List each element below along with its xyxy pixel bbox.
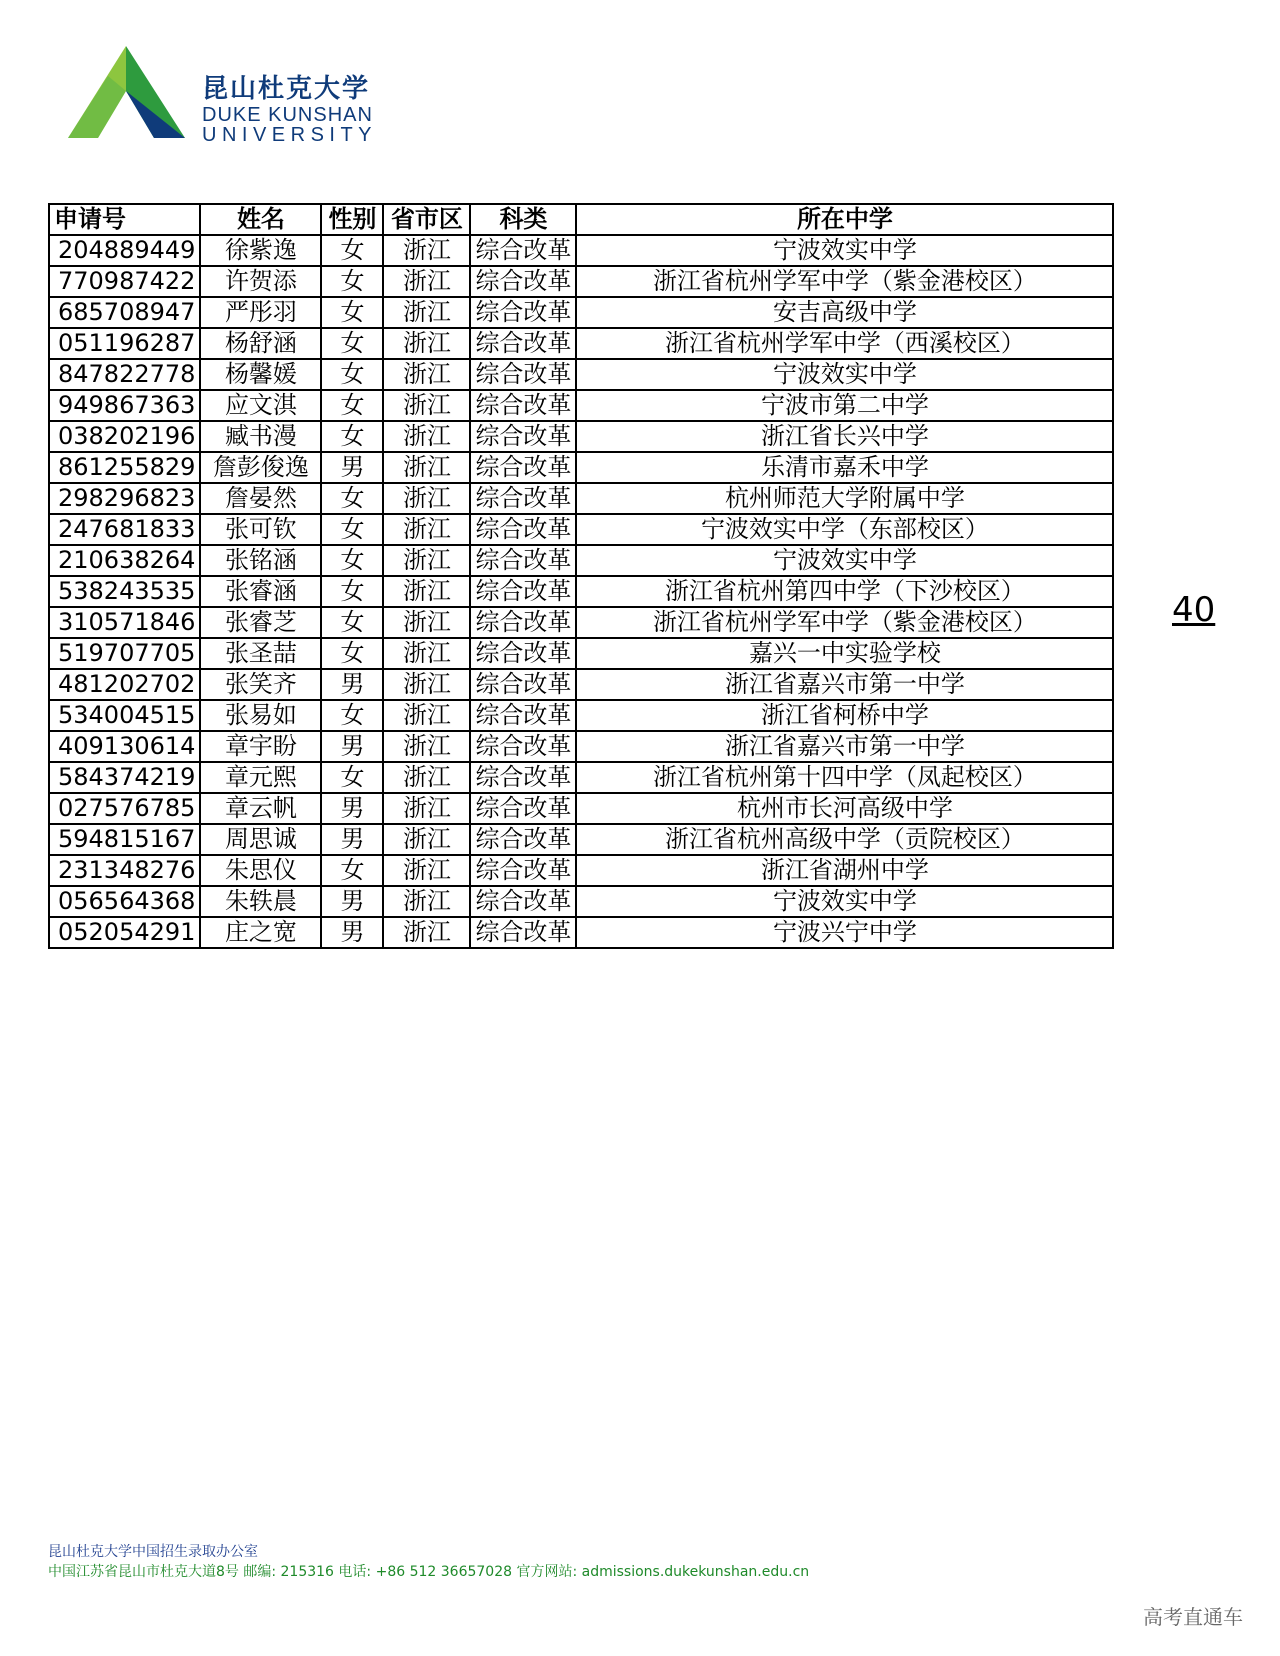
cell-application-id: 027576785 — [49, 793, 200, 824]
cell-name: 徐紫逸 — [200, 235, 321, 266]
cell-name: 张可钦 — [200, 514, 321, 545]
cell-category: 综合改革 — [470, 421, 576, 452]
cell-application-id: 231348276 — [49, 855, 200, 886]
cell-name: 朱思仪 — [200, 855, 321, 886]
cell-category: 综合改革 — [470, 886, 576, 917]
cell-application-id: 038202196 — [49, 421, 200, 452]
cell-name: 杨馨媛 — [200, 359, 321, 390]
cell-application-id: 861255829 — [49, 452, 200, 483]
cell-name: 严彤羽 — [200, 297, 321, 328]
cell-province: 浙江 — [383, 514, 470, 545]
cell-high-school: 宁波兴宁中学 — [576, 917, 1113, 948]
table-row — [49, 545, 1113, 576]
cell-name: 张笑齐 — [200, 669, 321, 700]
cell-name: 臧书漫 — [200, 421, 321, 452]
cell-high-school: 宁波效实中学 — [576, 545, 1113, 576]
logo-english-line-2: UNIVERSITY — [202, 124, 378, 146]
cell-province: 浙江 — [383, 421, 470, 452]
cell-gender: 女 — [321, 483, 383, 514]
cell-gender: 女 — [321, 297, 383, 328]
cell-application-id: 481202702 — [49, 669, 200, 700]
table-row — [49, 483, 1113, 514]
cell-high-school: 浙江省嘉兴市第一中学 — [576, 731, 1113, 762]
cell-gender: 女 — [321, 576, 383, 607]
cell-high-school: 浙江省杭州第四中学（下沙校区） — [576, 576, 1113, 607]
cell-gender: 女 — [321, 638, 383, 669]
cell-application-id: 247681833 — [49, 514, 200, 545]
cell-name: 章元熙 — [200, 762, 321, 793]
cell-gender: 女 — [321, 762, 383, 793]
cell-application-id: 409130614 — [49, 731, 200, 762]
cell-name: 杨舒涵 — [200, 328, 321, 359]
table-row — [49, 266, 1113, 297]
table-row — [49, 576, 1113, 607]
table-row — [49, 638, 1113, 669]
table-row — [49, 235, 1113, 266]
corner-watermark-text: 高考直通车 — [1143, 1605, 1243, 1629]
table-row — [49, 700, 1113, 731]
cell-name: 周思诚 — [200, 824, 321, 855]
cell-application-id: 210638264 — [49, 545, 200, 576]
cell-category: 综合改革 — [470, 452, 576, 483]
cell-gender: 女 — [321, 328, 383, 359]
cell-province: 浙江 — [383, 669, 470, 700]
cell-category: 综合改革 — [470, 731, 576, 762]
cell-application-id: 685708947 — [49, 297, 200, 328]
cell-name: 许贺添 — [200, 266, 321, 297]
table-row — [49, 762, 1113, 793]
column-header-category: 科类 — [470, 204, 576, 235]
page-number: 40 — [1172, 590, 1216, 630]
cell-category: 综合改革 — [470, 545, 576, 576]
cell-gender: 男 — [321, 917, 383, 948]
cell-high-school: 浙江省柯桥中学 — [576, 700, 1113, 731]
cell-application-id: 298296823 — [49, 483, 200, 514]
cell-gender: 男 — [321, 824, 383, 855]
table-row — [49, 669, 1113, 700]
mountain-logo-icon — [68, 46, 193, 142]
admission-roster-table — [48, 203, 1114, 949]
cell-province: 浙江 — [383, 452, 470, 483]
cell-province: 浙江 — [383, 917, 470, 948]
cell-province: 浙江 — [383, 793, 470, 824]
cell-name: 章云帆 — [200, 793, 321, 824]
cell-application-id: 051196287 — [49, 328, 200, 359]
cell-province: 浙江 — [383, 731, 470, 762]
table-row — [49, 917, 1113, 948]
cell-name: 张铭涵 — [200, 545, 321, 576]
cell-gender: 女 — [321, 545, 383, 576]
cell-gender: 男 — [321, 886, 383, 917]
cell-category: 综合改革 — [470, 359, 576, 390]
cell-gender: 女 — [321, 235, 383, 266]
cell-gender: 女 — [321, 514, 383, 545]
column-header-province: 省市区 — [383, 204, 470, 235]
cell-category: 综合改革 — [470, 266, 576, 297]
cell-high-school: 浙江省湖州中学 — [576, 855, 1113, 886]
cell-high-school: 安吉高级中学 — [576, 297, 1113, 328]
cell-name: 张睿涵 — [200, 576, 321, 607]
cell-high-school: 浙江省杭州学军中学（西溪校区） — [576, 328, 1113, 359]
cell-high-school: 宁波效实中学 — [576, 235, 1113, 266]
university-logo — [68, 46, 398, 146]
cell-gender: 女 — [321, 607, 383, 638]
cell-application-id: 052054291 — [49, 917, 200, 948]
column-header-name: 姓名 — [200, 204, 321, 235]
cell-category: 综合改革 — [470, 576, 576, 607]
table-row — [49, 359, 1113, 390]
cell-category: 综合改革 — [470, 235, 576, 266]
cell-province: 浙江 — [383, 638, 470, 669]
column-header-gender: 性别 — [321, 204, 383, 235]
cell-province: 浙江 — [383, 762, 470, 793]
cell-name: 朱轶晨 — [200, 886, 321, 917]
column-header-application-id: 申请号 — [49, 204, 200, 235]
cell-name: 应文淇 — [200, 390, 321, 421]
cell-high-school: 杭州市长河高级中学 — [576, 793, 1113, 824]
column-header-high-school: 所在中学 — [576, 204, 1113, 235]
cell-category: 综合改革 — [470, 917, 576, 948]
cell-application-id: 847822778 — [49, 359, 200, 390]
table-row — [49, 886, 1113, 917]
cell-application-id: 538243535 — [49, 576, 200, 607]
cell-application-id: 584374219 — [49, 762, 200, 793]
table-row — [49, 328, 1113, 359]
cell-province: 浙江 — [383, 390, 470, 421]
cell-high-school: 浙江省嘉兴市第一中学 — [576, 669, 1113, 700]
cell-gender: 女 — [321, 266, 383, 297]
cell-province: 浙江 — [383, 235, 470, 266]
cell-high-school: 浙江省杭州高级中学（贡院校区） — [576, 824, 1113, 855]
cell-category: 综合改革 — [470, 700, 576, 731]
cell-category: 综合改革 — [470, 483, 576, 514]
logo-chinese-name: 昆山杜克大学 — [202, 74, 371, 104]
table-row — [49, 390, 1113, 421]
cell-province: 浙江 — [383, 266, 470, 297]
cell-gender: 女 — [321, 421, 383, 452]
cell-high-school: 浙江省杭州学军中学（紫金港校区） — [576, 266, 1113, 297]
footer-office: 昆山杜克大学中国招生录取办公室 — [48, 1544, 258, 1560]
cell-category: 综合改革 — [470, 607, 576, 638]
cell-high-school: 乐清市嘉禾中学 — [576, 452, 1113, 483]
cell-province: 浙江 — [383, 545, 470, 576]
cell-name: 张圣喆 — [200, 638, 321, 669]
cell-gender: 男 — [321, 452, 383, 483]
cell-category: 综合改革 — [470, 390, 576, 421]
cell-province: 浙江 — [383, 700, 470, 731]
cell-category: 综合改革 — [470, 638, 576, 669]
cell-province: 浙江 — [383, 824, 470, 855]
cell-province: 浙江 — [383, 483, 470, 514]
cell-province: 浙江 — [383, 576, 470, 607]
cell-application-id: 534004515 — [49, 700, 200, 731]
cell-application-id: 770987422 — [49, 266, 200, 297]
cell-category: 综合改革 — [470, 514, 576, 545]
cell-gender: 女 — [321, 855, 383, 886]
cell-name: 张易如 — [200, 700, 321, 731]
cell-province: 浙江 — [383, 359, 470, 390]
cell-province: 浙江 — [383, 328, 470, 359]
table-body — [49, 235, 1113, 948]
footer-contact: 中国江苏省昆山市杜克大道8号 邮编: 215316 电话: +86 512 36657028 官方网站: admissions.dukekunshan.edu.cn — [48, 1564, 810, 1580]
cell-application-id: 204889449 — [49, 235, 200, 266]
cell-province: 浙江 — [383, 855, 470, 886]
cell-province: 浙江 — [383, 886, 470, 917]
cell-high-school: 宁波效实中学 — [576, 886, 1113, 917]
cell-name: 詹彭俊逸 — [200, 452, 321, 483]
cell-application-id: 519707705 — [49, 638, 200, 669]
cell-high-school: 嘉兴一中实验学校 — [576, 638, 1113, 669]
cell-gender: 男 — [321, 731, 383, 762]
cell-gender: 男 — [321, 669, 383, 700]
cell-category: 综合改革 — [470, 297, 576, 328]
cell-gender: 女 — [321, 390, 383, 421]
cell-name: 张睿芝 — [200, 607, 321, 638]
table-row — [49, 297, 1113, 328]
table-row — [49, 421, 1113, 452]
cell-application-id: 310571846 — [49, 607, 200, 638]
cell-category: 综合改革 — [470, 824, 576, 855]
cell-high-school: 杭州师范大学附属中学 — [576, 483, 1113, 514]
table-row — [49, 607, 1113, 638]
table-row — [49, 793, 1113, 824]
cell-gender: 男 — [321, 793, 383, 824]
cell-high-school: 浙江省杭州第十四中学（凤起校区） — [576, 762, 1113, 793]
cell-application-id: 949867363 — [49, 390, 200, 421]
cell-province: 浙江 — [383, 607, 470, 638]
cell-name: 章宇盼 — [200, 731, 321, 762]
cell-name: 庄之宽 — [200, 917, 321, 948]
cell-application-id: 056564368 — [49, 886, 200, 917]
cell-high-school: 宁波市第二中学 — [576, 390, 1113, 421]
table-row — [49, 514, 1113, 545]
cell-gender: 女 — [321, 359, 383, 390]
table-row — [49, 824, 1113, 855]
cell-category: 综合改革 — [470, 855, 576, 886]
table-row — [49, 855, 1113, 886]
cell-name: 詹晏然 — [200, 483, 321, 514]
cell-category: 综合改革 — [470, 793, 576, 824]
cell-category: 综合改革 — [470, 669, 576, 700]
cell-application-id: 594815167 — [49, 824, 200, 855]
table-row — [49, 731, 1113, 762]
cell-category: 综合改革 — [470, 762, 576, 793]
cell-high-school: 宁波效实中学（东部校区） — [576, 514, 1113, 545]
table-row — [49, 452, 1113, 483]
cell-high-school: 浙江省长兴中学 — [576, 421, 1113, 452]
logo-english-line-1: DUKE KUNSHAN — [202, 104, 373, 126]
cell-category: 综合改革 — [470, 328, 576, 359]
cell-province: 浙江 — [383, 297, 470, 328]
table-header-row — [49, 204, 1113, 235]
cell-high-school: 宁波效实中学 — [576, 359, 1113, 390]
cell-high-school: 浙江省杭州学军中学（紫金港校区） — [576, 607, 1113, 638]
cell-gender: 女 — [321, 700, 383, 731]
